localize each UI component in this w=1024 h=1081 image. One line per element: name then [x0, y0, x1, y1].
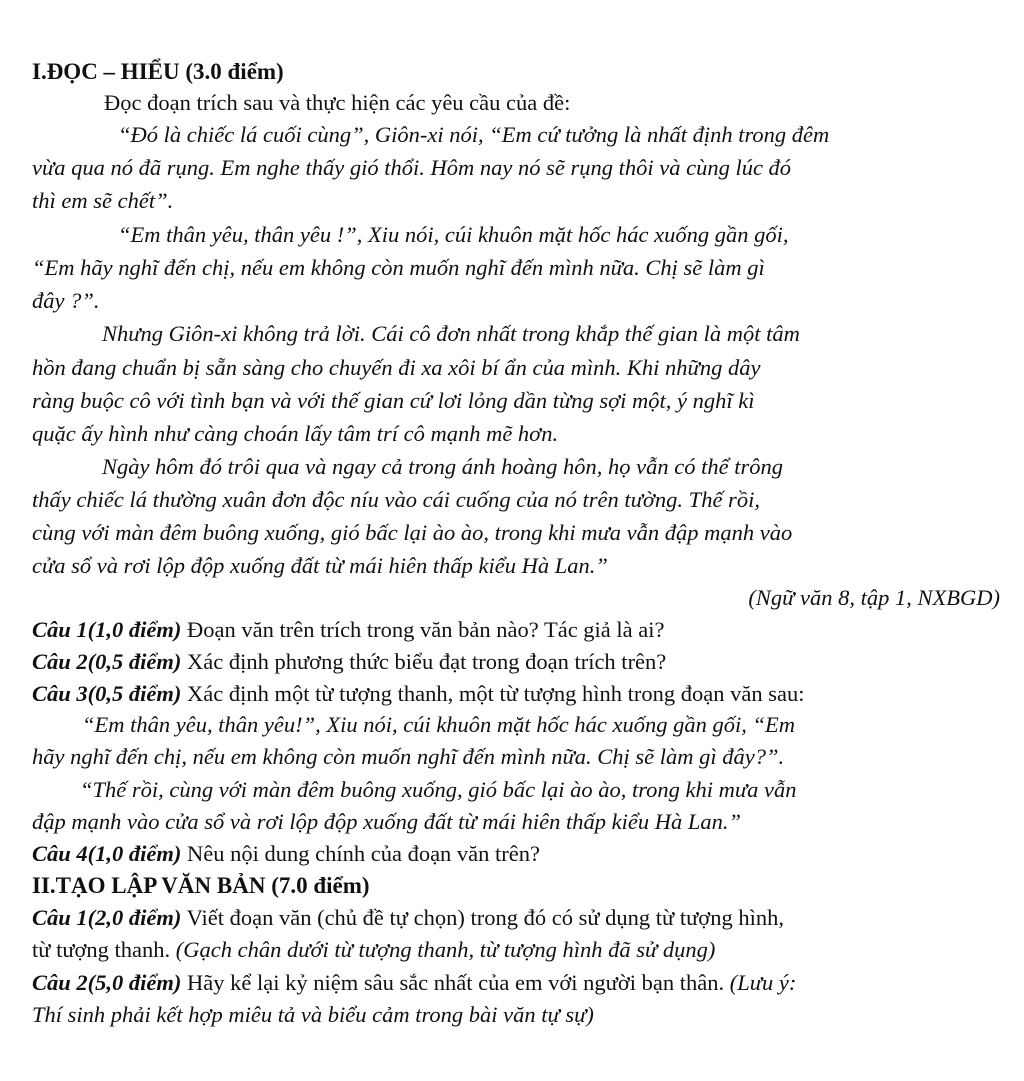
- section-2-heading: II.TẠO LẬP VĂN BẢN (7.0 điểm): [32, 873, 370, 898]
- writing-question-1-label: Câu 1(2,0 điểm): [32, 905, 182, 930]
- question-3-label: Câu 3(0,5 điểm): [32, 681, 182, 706]
- question-4: [32, 840, 540, 870]
- question-3: [32, 680, 805, 710]
- passage-line: vừa qua nó đã rụng. Em nghe thấy gió thổi. Hôm nay nó sẽ rụng thôi và cùng lúc đó: [32, 155, 792, 180]
- passage-line: quặc ấy hình như càng choán lấy tâm trí cô mạnh mẽ hơn.: [32, 421, 559, 446]
- section-1-heading: I.ĐỌC – HIỂU (3.0 điểm): [32, 59, 284, 84]
- source-citation: (Ngữ văn 8, tập 1, NXBGD): [748, 585, 1000, 610]
- question-1-label: Câu 1(1,0 điểm): [32, 617, 182, 642]
- quote-line: đập mạnh vào cửa sổ và rơi lộp độp xuống đất từ mái hiên thấp kiểu Hà Lan.”: [32, 809, 742, 834]
- passage-line: Ngày hôm đó trôi qua và ngay cả trong ánh hoàng hôn, họ vẫn có thể trông: [102, 454, 783, 479]
- passage-line: thì em sẽ chết”.: [32, 188, 174, 213]
- passage-line: cùng với màn đêm buông xuống, gió bấc lại ào ào, trong khi mưa vẫn đập mạnh vào: [32, 520, 793, 545]
- question-4-label: Câu 4(1,0 điểm): [32, 841, 182, 866]
- question-3-text: Xác định một từ tượng thanh, một từ tượng hình trong đoạn văn sau:: [181, 681, 805, 706]
- instruction-text: Đọc đoạn trích sau và thực hiện các yêu cầu của đề:: [104, 90, 571, 115]
- writing-question-1-line2: [32, 936, 715, 966]
- writing-question-2: [32, 969, 796, 999]
- passage-line: ràng buộc cô với tình bạn và với thế gian cứ lơi lỏng dần từng sợi một, ý nghĩ kì: [32, 388, 755, 413]
- quote-line: “Thế rồi, cùng với màn đêm buông xuống, gió bấc lại ào ào, trong khi mưa vẫn: [80, 777, 797, 802]
- question-4-text: Nêu nội dung chính của đoạn văn trên?: [181, 841, 541, 866]
- quote-line: “Em thân yêu, thân yêu!”, Xiu nói, cúi khuôn mặt hốc hác xuống gần gối, “Em: [82, 712, 796, 737]
- passage-line: “Em thân yêu, thân yêu !”, Xiu nói, cúi khuôn mặt hốc hác xuống gần gối,: [118, 222, 789, 247]
- writing-question-1-text: Viết đoạn văn (chủ đề tự chọn) trong đó có sử dụng từ tượng hình,: [181, 905, 784, 930]
- writing-question-2-label: Câu 2(5,0 điểm): [32, 970, 182, 995]
- writing-question-2-note-start: (Lưu ý:: [729, 970, 797, 995]
- passage-line: “Đó là chiếc lá cuối cùng”, Giôn-xi nói, “Em cứ tưởng là nhất định trong đêm: [118, 122, 830, 147]
- question-2: [32, 648, 666, 678]
- writing-question-1-note: (Gạch chân dưới từ tượng thanh, từ tượng hình đã sử dụng): [175, 937, 716, 962]
- writing-question-1-line2-text: từ tượng thanh.: [32, 937, 176, 962]
- writing-question-1: [32, 904, 784, 934]
- question-2-label: Câu 2(0,5 điểm): [32, 649, 182, 674]
- writing-question-2-note: Thí sinh phải kết hợp miêu tả và biểu cảm trong bài văn tự sự): [32, 1002, 594, 1027]
- writing-question-2-text: Hãy kể lại kỷ niệm sâu sắc nhất của em với người bạn thân.: [181, 970, 730, 995]
- passage-line: thấy chiếc lá thường xuân đơn độc níu vào cái cuống của nó trên tường. Thế rồi,: [32, 487, 760, 512]
- passage-line: cửa sổ và rơi lộp độp xuống đất từ mái hiên thấp kiểu Hà Lan.”: [32, 553, 608, 578]
- question-2-text: Xác định phương thức biểu đạt trong đoạn trích trên?: [181, 649, 667, 674]
- passage-line: hồn đang chuẩn bị sẵn sàng cho chuyến đi xa xôi bí ẩn của mình. Khi những dây: [32, 355, 761, 380]
- passage-line: “Em hãy nghĩ đến chị, nếu em không còn muốn nghĩ đến mình nữa. Chị sẽ làm gì: [32, 255, 765, 280]
- passage-line: Nhưng Giôn-xi không trả lời. Cái cô đơn nhất trong khắp thế gian là một tâm: [102, 321, 800, 346]
- passage-line: đây ?”.: [32, 288, 100, 313]
- quote-line: hãy nghĩ đến chị, nếu em không còn muốn nghĩ đến mình nữa. Chị sẽ làm gì đây?”.: [32, 744, 785, 769]
- question-1: [32, 616, 665, 646]
- question-1-text: Đoạn văn trên trích trong văn bản nào? Tác giả là ai?: [181, 617, 665, 642]
